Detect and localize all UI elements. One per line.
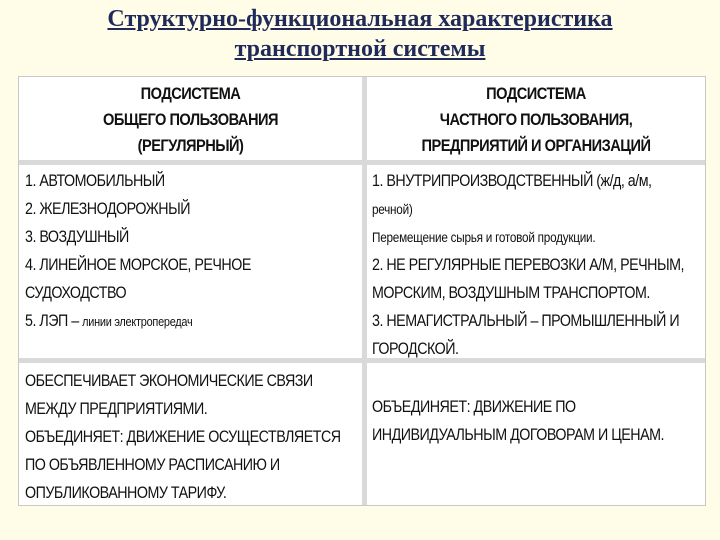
list-item-power-lines xyxy=(25,307,251,336)
row-divider-header xyxy=(19,160,705,165)
header-private-subsystem xyxy=(391,81,682,159)
list-item: СУДОХОДСТВО xyxy=(25,283,127,302)
private-transport-types xyxy=(372,167,684,363)
list-item: ГОРОДСКОЙ. xyxy=(372,339,459,358)
header-right-line: ЧАСТНОГО ПОЛЬЗОВАНИЯ, xyxy=(439,110,633,129)
list-item-note: Перемещение сырья и готовой продукции. xyxy=(372,229,596,245)
list-item: 2. ЖЕЛЕЗНОДОРОЖНЫЙ xyxy=(25,199,191,218)
header-right-line: ПОДСИСТЕМА xyxy=(486,84,586,103)
header-right-line: ПРЕДПРИЯТИЙ И ОРГАНИЗАЦИЙ xyxy=(421,136,651,155)
header-public-subsystem xyxy=(43,81,338,159)
list-item: 3. НЕМАГИСТРАЛЬНЫЙ – ПРОМЫШЛЕННЫЙ И xyxy=(372,311,680,330)
list-item-cont: речной) xyxy=(372,201,413,217)
header-left-line: ОБЩЕГО ПОЛЬЗОВАНИЯ xyxy=(102,110,278,129)
slide-title-line-1: Структурно-функциональная характеристика xyxy=(107,6,613,32)
list-item: 1. ВНУТРИПРОИЗВОДСТВЕННЫЙ (ж/д, а/м, xyxy=(372,171,652,190)
list-item: 3. ВОЗДУШНЫЙ xyxy=(25,227,129,246)
public-transport-types xyxy=(25,167,251,336)
function-line: МЕЖДУ ПРЕДПРИЯТИЯМИ. xyxy=(25,399,208,418)
slide-title-line-2: транспортной системы xyxy=(234,36,486,62)
function-line: ОБЪЕДИНЯЕТ: ДВИЖЕНИЕ ПО xyxy=(372,397,576,416)
header-left-line: (РЕГУЛЯРНЫЙ) xyxy=(137,136,244,155)
function-line: ОБЪЕДИНЯЕТ: ДВИЖЕНИЕ ОСУЩЕСТВЛЯЕТСЯ xyxy=(25,427,341,446)
function-line: ОБЕСПЕЧИВАЕТ ЭКОНОМИЧЕСКИЕ СВЯЗИ xyxy=(25,371,313,390)
power-lines-note: линии электропередач xyxy=(82,314,193,329)
list-item: МОРСКИМ, ВОЗДУШНЫМ ТРАНСПОРТОМ. xyxy=(372,283,650,302)
list-item: 2. НЕ РЕГУЛЯРНЫЕ ПЕРЕВОЗКИ А/М, РЕЧНЫМ, xyxy=(372,255,684,274)
column-divider xyxy=(362,77,367,505)
comparison-table xyxy=(18,76,706,506)
list-item-text: 5. ЛЭП – xyxy=(25,311,79,330)
list-item: 1. АВТОМОБИЛЬНЫЙ xyxy=(25,171,165,190)
public-subsystem-function xyxy=(25,367,341,507)
private-subsystem-function xyxy=(372,393,664,449)
list-item: 4. ЛИНЕЙНОЕ МОРСКОЕ, РЕЧНОЕ xyxy=(25,255,251,274)
function-line: ПО ОБЪЯВЛЕННОМУ РАСПИСАНИЮ И xyxy=(25,455,280,474)
slide-title xyxy=(0,4,720,64)
header-left-line: ПОДСИСТЕМА xyxy=(140,84,241,103)
function-line: ИНДИВИДУАЛЬНЫМ ДОГОВОРАМ И ЦЕНАМ. xyxy=(372,425,664,444)
function-line: ОПУБЛИКОВАННОМУ ТАРИФУ. xyxy=(25,483,227,502)
